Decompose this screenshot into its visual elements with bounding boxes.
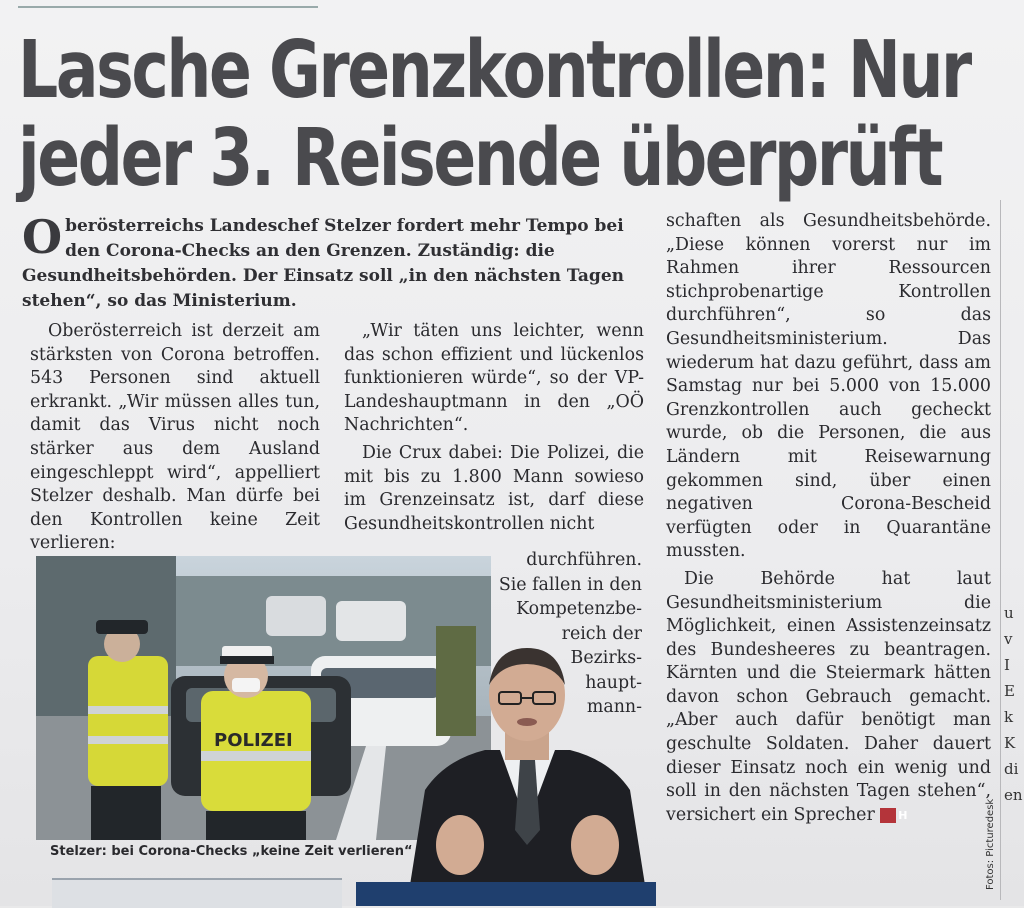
photo-caption: Stelzer: bei Corona-Checks „keine Zeit verlieren“ — [50, 844, 413, 859]
column-1-paragraph: Oberösterreich ist derzeit am stärksten von Corona betroffen. 543 Personen sind aktuell erkrankt. „Wir müssen alles tun, damit das Virus nicht noch stärker aus dem Ausland eingeschleppt wird“, appelliert Stelzer deshalb. Man dürfe bei den Kontrollen keine Zeit verlieren: — [30, 321, 320, 554]
lead-paragraph — [22, 210, 642, 314]
newspaper-logo-icon: H — [880, 808, 896, 823]
headline-line-1: Lasche Grenzkontrollen: Nur — [18, 24, 970, 116]
article-column-2 — [344, 320, 644, 540]
wrap-line: Kompetenzbe- — [516, 599, 642, 619]
drop-cap: O — [22, 210, 63, 264]
next-article-box-left — [52, 878, 342, 908]
article-column-1 — [30, 320, 320, 560]
fragment-line: di — [1004, 760, 1019, 778]
adjacent-article-fragment — [1004, 600, 1024, 808]
column-rule — [1000, 200, 1001, 900]
column-3-paragraph-2 — [666, 568, 991, 828]
fragment-line: k — [1004, 708, 1014, 726]
fragment-line: v — [1004, 630, 1013, 648]
column-2-paragraph-2: Die Crux dabei: Die Polizei, die mit bis zu 1.800 Mann sowieso im Grenzeinsatz ist, darf diese Gesundheitskontrollen nicht — [344, 442, 644, 534]
column-3-paragraph-1: schaften als Gesundheitsbehörde. „Diese können vorerst nur im Rahmen ihrer Ressourcen stichprobenartige Kontrollen durchführen“, so das Gesundheitsministerium. Das wiederum hat dazu geführt, dass am Samstag nur bei 5.000 von 15.000 Grenzkontrollen auch gecheckt wurde, ob die Personen, die aus Ländern mit Reisewarnung gekommen sind, über einen negativen Corona-Bescheid verfügten oder in Quarantäne mussten. — [666, 211, 991, 562]
next-article-box-right — [356, 882, 656, 906]
top-rule — [18, 6, 318, 8]
wrap-line: mann- — [586, 697, 642, 717]
fragment-line: I — [1004, 656, 1010, 674]
wrap-line: Bezirks- — [570, 648, 642, 668]
column-3-paragraph-2-text: Die Behörde hat laut Gesundheitsministerium die Möglichkeit, einen Assistenzeinsatz des Bundesheeres zu beantragen. Kärnten und die Steiermark hätten davon schon Gebrauch gemacht. „Aber auch dafür benötigt man geschulte Soldaten. Daher dauert dieser Einsatz noch ein wenig und soll in den nächsten Tagen stehen“, versichert ein Sprecher — [666, 568, 991, 825]
column-2-paragraph-1: „Wir täten uns leichter, wenn das schon effizient und lückenlos funktionieren würde“, so der VP-Landeshauptmann in den „OÖ Nachrichten“. — [344, 321, 644, 436]
photo-credit: Fotos: Picturedesk — [985, 798, 996, 890]
vest-label: POLIZEI — [214, 730, 293, 751]
fragment-line: E — [1004, 682, 1015, 700]
fragment-line: K — [1004, 734, 1016, 752]
wrap-line: durchführen. — [526, 550, 642, 570]
wrap-line: Sie fallen in den — [498, 574, 642, 595]
article-column-3 — [666, 210, 991, 831]
politician-portrait — [405, 640, 650, 885]
wrap-line: haupt- — [585, 672, 642, 693]
headline — [18, 24, 970, 204]
lead-text: berösterreichs Landeschef Stelzer fordert mehr Tempo bei den Corona-Checks an den Grenzen. Zuständig: die Gesundheitsbehörden. Der Einsatz soll „in den nächsten Tagen stehen“, so das Ministerium. — [22, 216, 624, 311]
stelzer-cutout-image — [405, 640, 650, 885]
wrap-line: reich der — [561, 623, 642, 644]
headline-line-2: jeder 3. Reisende überprüft — [18, 112, 942, 204]
fragment-line: u — [1004, 604, 1014, 622]
fragment-line: en — [1004, 786, 1023, 804]
